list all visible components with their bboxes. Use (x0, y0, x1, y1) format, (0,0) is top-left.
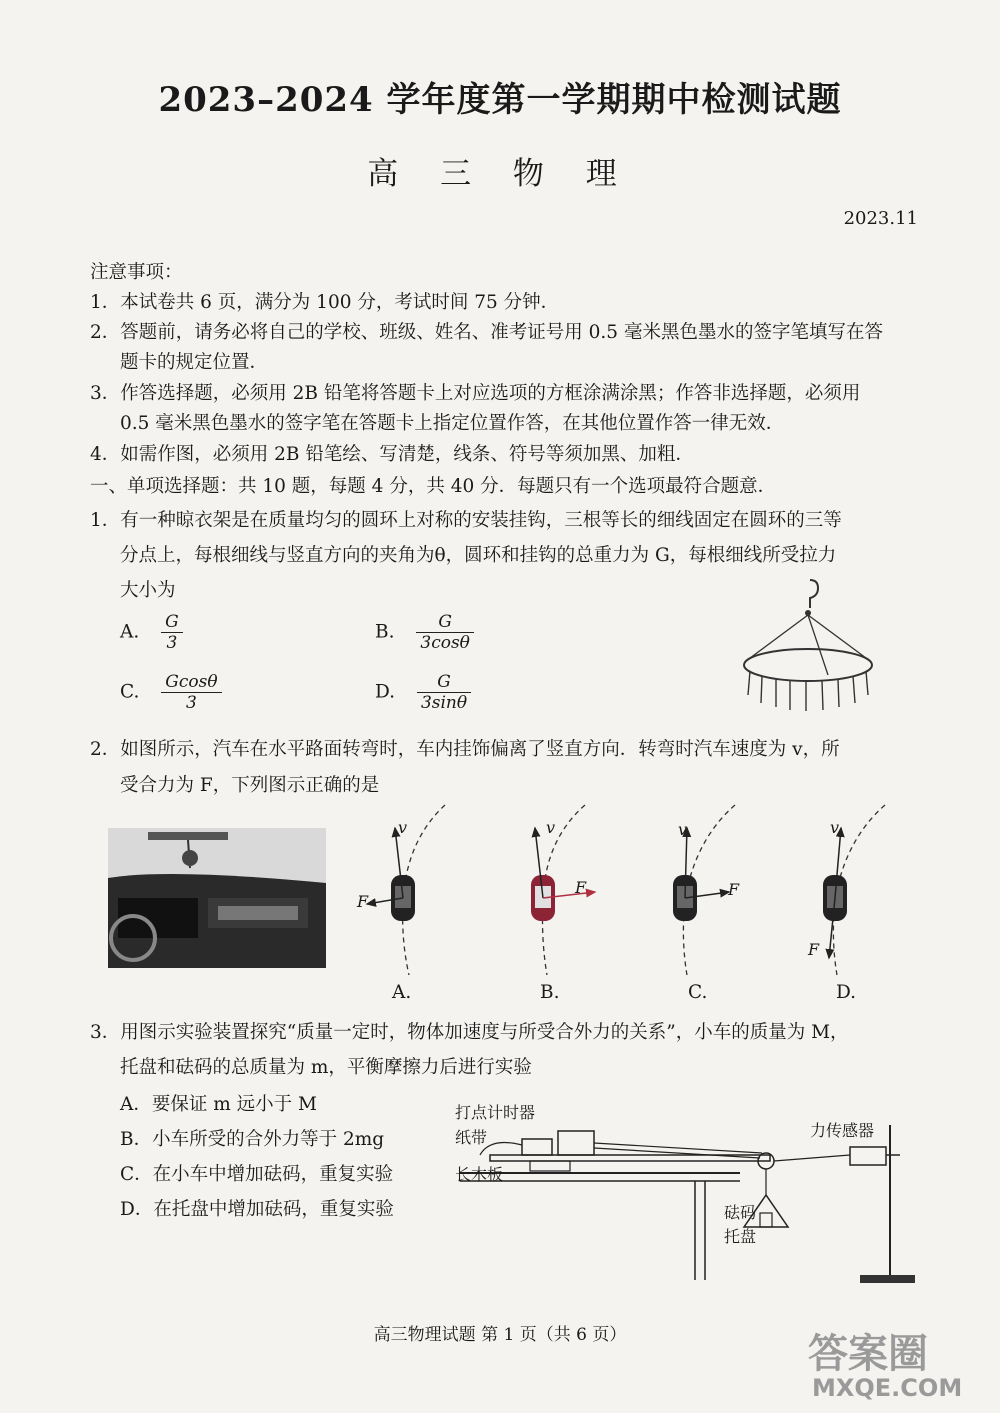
note-line: 2．答题前，请务必将自己的学校、班级、姓名、准考证号用 0.5 毫米黑色墨水的签字笔填写在答 (90, 322, 883, 343)
option-letter: B. (375, 621, 395, 643)
q1-stem-line: 大小为 (120, 580, 176, 601)
q2-stem-line: 2．如图所示，汽车在水平路面转弯时，车内挂饰偏离了竖直方向．转弯时汽车速度为 v，所 (90, 739, 840, 760)
frac-num: G (417, 672, 471, 693)
exam-date: 2023.11 (843, 208, 918, 229)
label-timer: 打点计时器 (455, 1103, 536, 1122)
note-line: 3．作答选择题，必须用 2B 铅笔将答题卡上对应选项的方框涂满涂黑；作答非选择题，必须用 (90, 383, 861, 404)
q3-option-b[interactable]: B．小车所受的合外力等于 2mg (120, 1129, 385, 1150)
label-f: F (808, 940, 820, 959)
q2-choice-c[interactable]: C. (688, 982, 708, 1003)
hanger-figure (728, 575, 898, 715)
option-letter: D. (375, 681, 396, 703)
q1-option-a[interactable] (120, 612, 183, 653)
q1-stem-line: 1．有一种晾衣架是在质量均匀的圆环上对称的安装挂钩，三根等长的细线固定在圆环的三等 (90, 510, 842, 531)
notes-heading: 注意事项： (90, 262, 183, 283)
q2-stem-line: 受合力为 F，下列图示正确的是 (120, 775, 380, 796)
section-heading: 一、单项选择题：共 10 题，每题 4 分，共 40 分．每题只有一个选项最符合题意． (90, 476, 777, 497)
exam-title: 2023–2024 学年度第一学期期中检测试题 (158, 80, 842, 120)
page-footer: 高三物理试题 第 1 页（共 6 页） (373, 1325, 627, 1345)
label-board: 长木板 (455, 1165, 504, 1184)
label-v: v (678, 820, 688, 839)
watermark-site: MXQE.COM (812, 1374, 963, 1402)
apparatus-figure (440, 1115, 920, 1295)
note-line: 题卡的规定位置． (120, 352, 269, 373)
frac-den: 3sinθ (420, 693, 468, 713)
q2-choice-a[interactable]: A. (392, 982, 412, 1003)
label-v: v (830, 818, 840, 837)
q3-option-c[interactable]: C．在小车中增加砝码，重复实验 (120, 1164, 394, 1185)
q2-choice-b[interactable]: B. (540, 982, 560, 1003)
frac-den: 3 (166, 633, 178, 653)
q3-option-d[interactable]: D．在托盘中增加砝码，重复实验 (120, 1199, 394, 1220)
frac-num: G (416, 612, 474, 633)
frac-num: G (161, 612, 183, 633)
option-letter: C. (120, 681, 140, 703)
label-f: F (357, 892, 369, 911)
subject-title: 高 三 物 理 (367, 156, 633, 192)
label-tape: 纸带 (455, 1128, 488, 1147)
q2-diagrams (345, 800, 890, 1005)
q1-stem-line: 分点上，每根细线与竖直方向的夹角为θ，圆环和挂钩的总重力为 G，每根细线所受拉力 (120, 545, 837, 566)
frac-num: Gcosθ (161, 672, 221, 693)
q3-stem-line: 托盘和砝码的总质量为 m，平衡摩擦力后进行实验 (120, 1057, 532, 1078)
frac-den: 3 (186, 693, 197, 713)
q1-option-d[interactable] (375, 672, 471, 713)
car-interior-photo (108, 828, 326, 968)
label-tray: 托盘 (724, 1227, 757, 1246)
watermark-logo: 答案圈 (808, 1331, 928, 1377)
label-weights: 砝码 (724, 1203, 757, 1222)
q1-option-b[interactable] (375, 612, 474, 653)
q1-option-c[interactable] (120, 672, 222, 713)
q3-option-a[interactable]: A．要保证 m 远小于 M (120, 1094, 317, 1115)
note-line: 0.5 毫米黑色墨水的签字笔在答题卡上指定位置作答，在其他位置作答一律无效． (120, 413, 785, 434)
note-line: 1．本试卷共 6 页，满分为 100 分，考试时间 75 分钟． (90, 292, 560, 313)
q3-stem-line: 3．用图示实验装置探究“质量一定时，物体加速度与所受合外力的关系”，小车的质量为 M， (90, 1022, 849, 1043)
label-f: F (575, 878, 587, 897)
label-v: v (546, 818, 556, 837)
label-sensor: 力传感器 (810, 1121, 875, 1140)
q2-choice-d[interactable]: D. (836, 982, 857, 1003)
label-v: v (398, 818, 408, 837)
frac-den: 3cosθ (420, 633, 470, 653)
note-line: 4．如需作图，必须用 2B 铅笔绘、写清楚，线条、符号等须加黑、加粗． (90, 444, 694, 465)
label-f: F (728, 880, 740, 899)
option-letter: A. (120, 621, 140, 643)
